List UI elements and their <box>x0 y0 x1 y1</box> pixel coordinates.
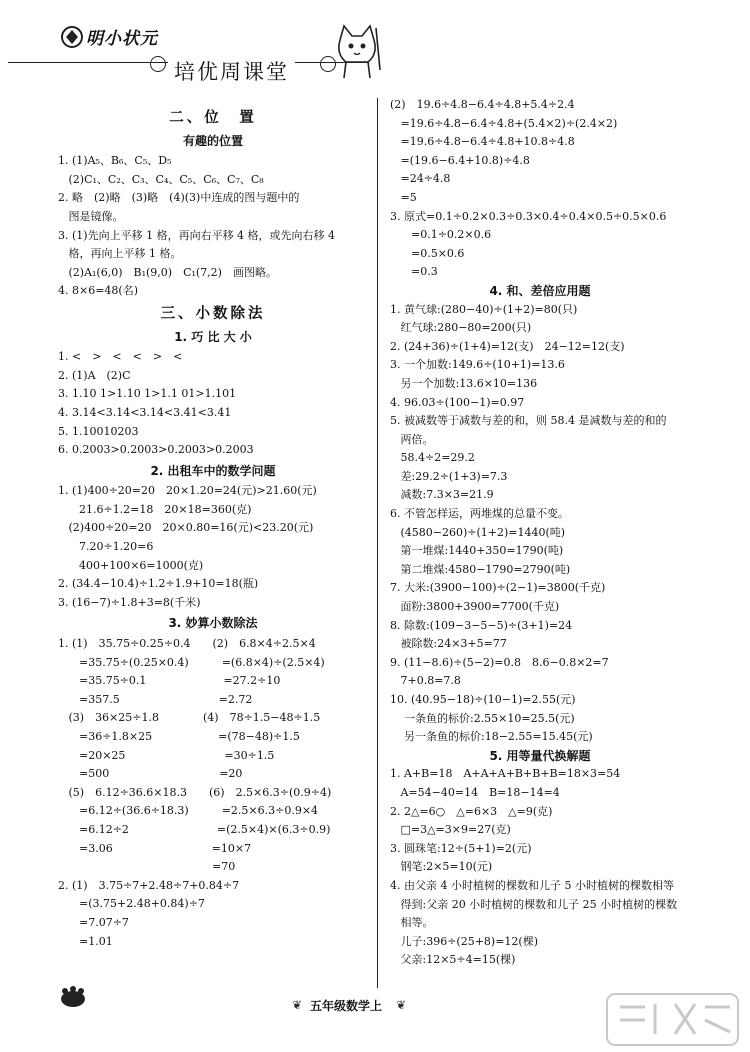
footer-grade-label: 五年级数学上 <box>310 999 383 1013</box>
answer-line: =0.3 <box>390 265 438 279</box>
answer-line: 第二堆煤:4580−1790=2790(吨) <box>390 562 571 576</box>
answer-line: =(3.75+2.48+0.84)÷7 <box>58 897 205 911</box>
answer-line: =500 =20 <box>58 767 243 781</box>
answer-line: =35.75÷(0.25×0.4) =(6.8×4)÷(2.5×4) <box>58 655 325 669</box>
answer-line: 2. (1)A (2)C <box>58 368 131 382</box>
answer-line: 两倍。 <box>390 432 434 446</box>
answer-line: 2. (1) 3.75÷7+2.48÷7+0.84÷7 <box>58 878 240 892</box>
answer-line: 一条鱼的标价:2.55×10=25.5(元) <box>390 711 575 725</box>
answer-line: 得到:父亲 20 小时植树的棵数和儿子 25 小时植树的棵数 <box>390 897 678 911</box>
answer-line: 减数:7.3×3=21.9 <box>390 488 494 502</box>
logo-icon <box>58 22 88 52</box>
answer-line: 1. A+B=18 A+A+A+B+B+B=18×3=54 <box>390 767 621 781</box>
answer-line: 3. 原式=0.1÷0.2×0.3÷0.3×0.4÷0.4×0.5÷0.5×0.6 <box>390 209 667 223</box>
answer-line: 另一条鱼的标价:18−2.55=15.45(元) <box>390 730 593 744</box>
answer-line: (5) 6.12÷36.6×18.3 (6) 2.5×6.3÷(0.9÷4) <box>58 785 332 799</box>
answer-line: 7+0.8=7.8 <box>390 674 461 688</box>
answer-line: 7.20÷1.20=6 <box>58 540 154 554</box>
answer-line: 儿子:396÷(25+8)=12(棵) <box>390 934 539 948</box>
subsection-heading: 有趣的位置 <box>182 133 243 148</box>
answer-line: 5. 被减数等于减数与差的和，则 58.4 是减数与差的和的 <box>390 414 667 428</box>
answer-line: =19.6÷4.8−6.4÷4.8+(5.4×2)÷(2.4×2) <box>390 116 618 130</box>
answer-line: =70 <box>58 860 236 874</box>
answer-line: 面粉:3800+3900=7700(千克) <box>390 600 560 614</box>
flower-ornament-icon <box>58 985 88 1009</box>
answer-line: 1. (1)A₅、B₆、C₅、D₅ <box>58 154 172 168</box>
answer-line: 4. 96.03÷(100−1)=0.97 <box>390 395 525 409</box>
answer-line: =24÷4.8 <box>390 172 451 186</box>
leaf-ornament-left-icon: ❦ <box>292 998 303 1012</box>
answer-line: 钢笔:2×5=10(元) <box>390 860 493 874</box>
answer-line: 21.6÷1.2=18 20×18=360(克) <box>58 502 252 516</box>
answer-line: =(19.6−6.4+10.8)÷4.8 <box>390 153 530 167</box>
answer-line: 1. 黄气球:(280−40)÷(1+2)=80(只) <box>390 302 578 316</box>
answer-line: =357.5 =2.72 <box>58 692 253 706</box>
section-heading: 三、小数除法 <box>160 305 266 322</box>
answer-line: =6.12÷2 =(2.5×4)×(6.3÷0.9) <box>58 822 331 836</box>
answer-line: 400+100×6=1000(克) <box>58 558 204 572</box>
answer-line: 2. (24+36)÷(1+4)=12(支) 24−12=12(支) <box>390 339 625 353</box>
answer-line: 2. 略 (2)略 (3)略 (4)(3)中连成的图与题中的 <box>58 191 300 205</box>
answer-line: 3. 1.10 1>1.10 1>1.1 01>1.101 <box>58 387 237 401</box>
answer-line: 格，再向上平移 1 格。 <box>58 247 182 261</box>
answer-line: 1. (1)400÷20=20 20×1.20=24(元)>21.60(元) <box>58 484 317 498</box>
right-column <box>390 96 690 970</box>
answer-line: 红气球:280−80=200(只) <box>390 321 532 335</box>
answer-line: 2. 2△=6○ △=6×3 △=9(克) <box>390 804 553 818</box>
answer-line: 8. 除数:(109−3−5−5)÷(3+1)=24 <box>390 618 573 632</box>
answer-line: 3. 一个加数:149.6÷(10+1)=13.6 <box>390 358 565 372</box>
answer-line: 10. (40.95−18)÷(10−1)=2.55(元) <box>390 693 576 706</box>
answer-line: (2)400÷20=20 20×0.80=16(元)<23.20(元) <box>58 521 314 535</box>
answer-line: 7. 大米:(3900−100)÷(2−1)=3800(千克) <box>390 581 606 595</box>
answer-line: (2)A₁(6,0) B₁(9,0) C₁(7,2) 画图略。 <box>58 265 277 279</box>
answer-line: 3. 圆珠笔:12÷(5+1)=2(元) <box>390 841 532 855</box>
answer-line: =0.1÷0.2×0.6 <box>390 228 492 242</box>
answer-line: =0.5×0.6 <box>390 246 465 260</box>
page-header <box>0 0 750 100</box>
answer-line: 2. (34.4−10.4)÷1.2÷1.9+10=18(瓶) <box>58 577 259 591</box>
section-heading: 二、位 置 <box>169 110 257 126</box>
answer-line: =5 <box>390 190 417 204</box>
swirl-ornament-left <box>150 56 166 72</box>
answer-line: (4580−260)÷(1+2)=1440(吨) <box>390 525 566 539</box>
answer-line: 1. < > < < > < <box>58 350 183 364</box>
answer-line: =6.12÷(36.6÷18.3) =2.5×6.3÷0.9×4 <box>58 804 319 818</box>
watermark-logo-icon <box>605 992 740 1047</box>
answer-line: 父亲:12×5÷4=15(棵) <box>390 953 516 967</box>
answer-line: =3.06 =10×7 <box>58 841 252 855</box>
brand-name: 明小状元 <box>86 29 158 49</box>
answer-line: 相等。 <box>390 916 434 930</box>
answer-line: 5. 1.10010203 <box>58 424 139 438</box>
answer-line: 1. (1) 35.75÷0.25÷0.4 (2) 6.8×4÷2.5×4 <box>58 637 316 651</box>
answer-line: =35.75÷0.1 =27.2÷10 <box>58 674 281 688</box>
answer-line: =19.6÷4.8−6.4÷4.8+10.8÷4.8 <box>390 135 575 149</box>
answer-line: 第一堆煤:1440+350=1790(吨) <box>390 544 564 558</box>
subsection-heading: 2. 出租车中的数学问题 <box>150 463 276 478</box>
answer-line: 58.4÷2=29.2 <box>390 451 475 465</box>
answer-line: =7.07÷7 <box>58 915 129 929</box>
answer-line: =20×25 =30÷1.5 <box>58 748 275 762</box>
answer-line: =1.01 <box>58 934 113 948</box>
answer-line: =36÷1.8×25 =(78−48)÷1.5 <box>58 730 300 743</box>
answer-line: 6. 0.2003>0.2003>0.2003>0.2003 <box>58 443 254 457</box>
answer-line: A=54−40=14 B=18−14=4 <box>390 785 560 799</box>
answer-line: 4. 8×6=48(名) <box>58 284 139 298</box>
answer-line: 4. 由父亲 4 小时植树的棵数和儿子 5 小时植树的棵数相等 <box>390 878 674 892</box>
answer-line: 图是镜像。 <box>58 209 124 223</box>
answer-line: 3. (16−7)÷1.8+3=8(千米) <box>58 595 201 609</box>
answer-line: 另一个加数:13.6×10=136 <box>390 376 538 390</box>
subsection-heading: 4. 和、差倍应用题 <box>489 283 591 298</box>
subsection-heading: 3. 妙算小数除法 <box>168 616 258 631</box>
answer-line: 4. 3.14<3.14<3.14<3.41<3.41 <box>58 405 232 419</box>
subsection-heading: 5. 用等量代换解题 <box>489 748 591 763</box>
left-column <box>58 105 368 951</box>
answer-line: (2)C₁、C₂、C₃、C₄、C₅、C₆、C₇、C₈ <box>58 172 264 186</box>
answer-line: 6. 不管怎样运，两堆煤的总量不变。 <box>390 507 569 521</box>
answer-line: 9. (11−8.6)÷(5−2)=0.8 8.6−0.8×2=7 <box>390 655 609 669</box>
cat-mascot-icon <box>332 20 382 80</box>
subsection-heading: 1. 巧 比 大 小 <box>174 329 252 344</box>
answer-line: (3) 36×25÷1.8 (4) 78÷1.5−48÷1.5 <box>58 711 321 725</box>
answer-line: 3. (1)先向上平移 1 格，再向右平移 4 格，或先向右移 4 <box>58 228 336 242</box>
banner-title: 培优周课堂 <box>168 56 295 86</box>
answer-line: 被除数:24×3+5=77 <box>390 637 507 651</box>
answer-line: □=3△=3×9=27(克) <box>390 823 511 837</box>
answer-line: (2) 19.6÷4.8−6.4÷4.8+5.4÷2.4 <box>390 98 575 111</box>
leaf-ornament-right-icon: ❦ <box>396 998 407 1012</box>
answer-line: 差:29.2÷(1+3)=7.3 <box>390 469 508 483</box>
column-divider <box>377 98 378 988</box>
